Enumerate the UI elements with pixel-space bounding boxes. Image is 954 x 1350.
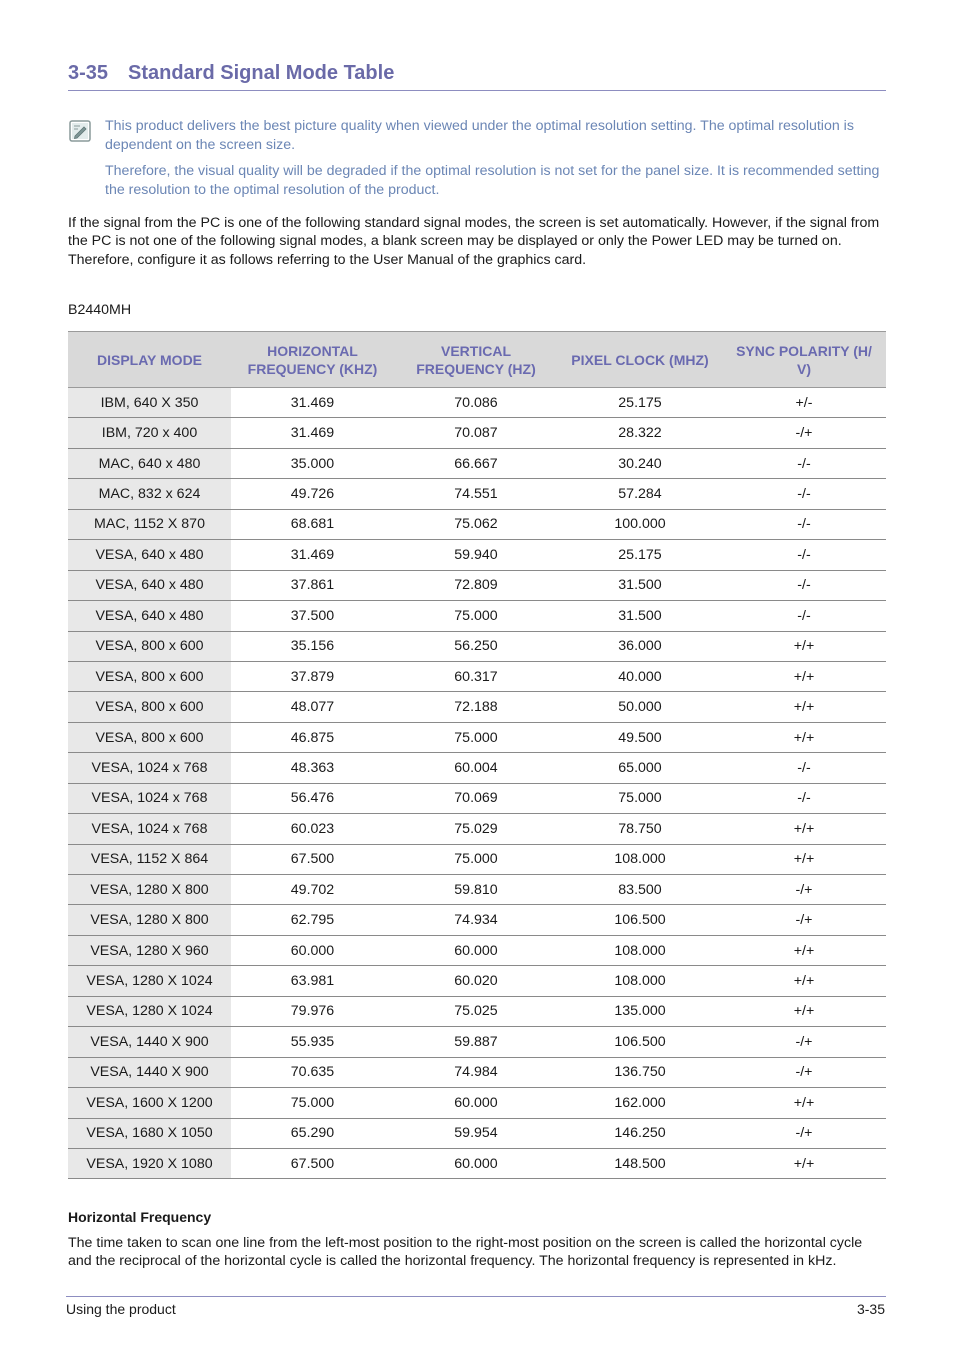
table-row xyxy=(68,388,886,418)
cell-display-mode: IBM, 720 x 400 xyxy=(68,418,231,448)
cell-display-mode: VESA, 800 x 600 xyxy=(68,631,231,661)
header-vertical-frequency: VERTICAL FREQUENCY (HZ) xyxy=(394,332,558,388)
cell-pixel-clock: 65.000 xyxy=(558,753,722,783)
header-pixel-clock: PIXEL CLOCK (MHZ) xyxy=(558,332,722,388)
cell-horizontal-frequency: 65.290 xyxy=(231,1118,394,1148)
cell-pixel-clock: 106.500 xyxy=(558,1027,722,1057)
cell-display-mode: VESA, 800 x 600 xyxy=(68,661,231,691)
header-display-mode: DISPLAY MODE xyxy=(68,332,231,388)
footer-chapter: Using the product xyxy=(66,1301,176,1317)
cell-pixel-clock: 31.500 xyxy=(558,570,722,600)
cell-pixel-clock: 162.000 xyxy=(558,1088,722,1118)
table-header-row xyxy=(68,332,886,388)
cell-horizontal-frequency: 35.156 xyxy=(231,631,394,661)
cell-vertical-frequency: 74.551 xyxy=(394,479,558,509)
note-paragraph: This product delivers the best picture quality when viewed under the optimal resolution setting. The optimal resolution is dependent on the screen size. xyxy=(105,118,854,153)
cell-vertical-frequency: 59.954 xyxy=(394,1118,558,1148)
cell-display-mode: VESA, 640 x 480 xyxy=(68,540,231,570)
cell-horizontal-frequency: 46.875 xyxy=(231,722,394,752)
cell-pixel-clock: 108.000 xyxy=(558,935,722,965)
table-row xyxy=(68,570,886,600)
cell-pixel-clock: 30.240 xyxy=(558,448,722,478)
cell-vertical-frequency: 70.087 xyxy=(394,418,558,448)
cell-pixel-clock: 100.000 xyxy=(558,509,722,539)
cell-display-mode: VESA, 800 x 600 xyxy=(68,722,231,752)
table-row xyxy=(68,905,886,935)
table-body xyxy=(68,388,886,1179)
table-row xyxy=(68,692,886,722)
cell-pixel-clock: 25.175 xyxy=(558,388,722,418)
cell-pixel-clock: 28.322 xyxy=(558,418,722,448)
table-row xyxy=(68,966,886,996)
cell-vertical-frequency: 70.069 xyxy=(394,783,558,813)
cell-horizontal-frequency: 60.000 xyxy=(231,935,394,965)
cell-pixel-clock: 36.000 xyxy=(558,631,722,661)
cell-sync-polarity: -/+ xyxy=(722,1057,886,1087)
table-row xyxy=(68,935,886,965)
cell-pixel-clock: 108.000 xyxy=(558,844,722,874)
cell-vertical-frequency: 66.667 xyxy=(394,448,558,478)
cell-sync-polarity: -/+ xyxy=(722,1118,886,1148)
cell-vertical-frequency: 75.062 xyxy=(394,509,558,539)
table-row xyxy=(68,448,886,478)
cell-display-mode: MAC, 640 x 480 xyxy=(68,448,231,478)
table-row xyxy=(68,783,886,813)
table-row xyxy=(68,722,886,752)
subsection-title: Horizontal Frequency xyxy=(68,1209,212,1225)
cell-vertical-frequency: 60.000 xyxy=(394,1088,558,1118)
intro-paragraph: If the signal from the PC is one of the following standard signal modes, the screen is set automatically. However, if the signal from the PC is not one of the following signal modes, a blank screen may be displayed or only the Power LED may be turned on. Therefore, configure it as follows referring to the User Manual of the graphics card. xyxy=(68,215,880,268)
cell-display-mode: VESA, 1680 X 1050 xyxy=(68,1118,231,1148)
cell-sync-polarity: +/+ xyxy=(722,996,886,1026)
page-number: 3-35 xyxy=(856,1301,885,1317)
cell-sync-polarity: -/+ xyxy=(722,418,886,448)
cell-display-mode: VESA, 1920 X 1080 xyxy=(68,1148,231,1178)
cell-sync-polarity: +/+ xyxy=(722,631,886,661)
cell-vertical-frequency: 75.000 xyxy=(394,722,558,752)
cell-display-mode: MAC, 1152 X 870 xyxy=(68,509,231,539)
cell-pixel-clock: 83.500 xyxy=(558,875,722,905)
cell-display-mode: VESA, 1024 x 768 xyxy=(68,814,231,844)
cell-pixel-clock: 136.750 xyxy=(558,1057,722,1087)
cell-display-mode: VESA, 1280 X 800 xyxy=(68,875,231,905)
subsection-body: The time taken to scan one line from the left-most position to the right-most position on the screen is called the horizontal cycle and the reciprocal of the horizontal cycle is called the horizontal frequency. The horizontal frequency is represented in kHz. xyxy=(68,1235,863,1269)
cell-vertical-frequency: 59.810 xyxy=(394,875,558,905)
cell-horizontal-frequency: 60.023 xyxy=(231,814,394,844)
cell-display-mode: VESA, 1600 X 1200 xyxy=(68,1088,231,1118)
cell-horizontal-frequency: 79.976 xyxy=(231,996,394,1026)
table-row xyxy=(68,1057,886,1087)
cell-sync-polarity: -/- xyxy=(722,509,886,539)
table-row xyxy=(68,1148,886,1178)
table-row xyxy=(68,814,886,844)
cell-vertical-frequency: 75.029 xyxy=(394,814,558,844)
cell-vertical-frequency: 75.000 xyxy=(394,844,558,874)
cell-pixel-clock: 148.500 xyxy=(558,1148,722,1178)
cell-sync-polarity: +/+ xyxy=(722,935,886,965)
cell-vertical-frequency: 70.086 xyxy=(394,388,558,418)
cell-vertical-frequency: 72.809 xyxy=(394,570,558,600)
header-sync-polarity: SYNC POLARITY (H/ V) xyxy=(722,332,886,388)
cell-horizontal-frequency: 37.500 xyxy=(231,601,394,631)
cell-sync-polarity: -/+ xyxy=(722,1027,886,1057)
cell-pixel-clock: 49.500 xyxy=(558,722,722,752)
cell-pixel-clock: 31.500 xyxy=(558,601,722,631)
cell-sync-polarity: +/+ xyxy=(722,1148,886,1178)
cell-horizontal-frequency: 37.861 xyxy=(231,570,394,600)
cell-sync-polarity: +/+ xyxy=(722,692,886,722)
table-row xyxy=(68,1027,886,1057)
cell-horizontal-frequency: 55.935 xyxy=(231,1027,394,1057)
cell-display-mode: VESA, 1024 x 768 xyxy=(68,753,231,783)
section-number: 3-35 xyxy=(68,62,109,84)
cell-horizontal-frequency: 48.077 xyxy=(231,692,394,722)
cell-display-mode: VESA, 1280 X 1024 xyxy=(68,966,231,996)
cell-vertical-frequency: 75.000 xyxy=(394,601,558,631)
table-row xyxy=(68,844,886,874)
cell-pixel-clock: 57.284 xyxy=(558,479,722,509)
cell-vertical-frequency: 74.984 xyxy=(394,1057,558,1087)
cell-vertical-frequency: 74.934 xyxy=(394,905,558,935)
cell-pixel-clock: 78.750 xyxy=(558,814,722,844)
footer-divider xyxy=(66,1296,886,1297)
cell-sync-polarity: -/- xyxy=(722,540,886,570)
note-paragraph: Therefore, the visual quality will be degraded if the optimal resolution is not set for the panel size. It is recommended setting the resolution to the optimal resolution of the product. xyxy=(105,163,880,198)
table-row xyxy=(68,509,886,539)
section-title: Standard Signal Mode Table xyxy=(128,62,395,84)
cell-sync-polarity: +/+ xyxy=(722,966,886,996)
cell-horizontal-frequency: 75.000 xyxy=(231,1088,394,1118)
cell-pixel-clock: 108.000 xyxy=(558,966,722,996)
cell-vertical-frequency: 60.000 xyxy=(394,1148,558,1178)
cell-vertical-frequency: 60.000 xyxy=(394,935,558,965)
cell-pixel-clock: 135.000 xyxy=(558,996,722,1026)
cell-sync-polarity: -/+ xyxy=(722,875,886,905)
cell-sync-polarity: -/- xyxy=(722,479,886,509)
cell-vertical-frequency: 56.250 xyxy=(394,631,558,661)
cell-display-mode: VESA, 1152 X 864 xyxy=(68,844,231,874)
cell-display-mode: IBM, 640 X 350 xyxy=(68,388,231,418)
cell-horizontal-frequency: 67.500 xyxy=(231,844,394,874)
cell-horizontal-frequency: 37.879 xyxy=(231,661,394,691)
cell-horizontal-frequency: 70.635 xyxy=(231,1057,394,1087)
table-row xyxy=(68,540,886,570)
table-row xyxy=(68,418,886,448)
cell-vertical-frequency: 59.940 xyxy=(394,540,558,570)
cell-horizontal-frequency: 63.981 xyxy=(231,966,394,996)
table-row xyxy=(68,601,886,631)
cell-sync-polarity: -/- xyxy=(722,448,886,478)
cell-horizontal-frequency: 31.469 xyxy=(231,418,394,448)
cell-pixel-clock: 106.500 xyxy=(558,905,722,935)
cell-sync-polarity: +/+ xyxy=(722,1088,886,1118)
cell-pixel-clock: 25.175 xyxy=(558,540,722,570)
cell-horizontal-frequency: 48.363 xyxy=(231,753,394,783)
cell-sync-polarity: +/+ xyxy=(722,844,886,874)
table-row xyxy=(68,631,886,661)
cell-sync-polarity: +/+ xyxy=(722,722,886,752)
cell-sync-polarity: +/- xyxy=(722,388,886,418)
cell-horizontal-frequency: 67.500 xyxy=(231,1148,394,1178)
table-row xyxy=(68,996,886,1026)
cell-display-mode: VESA, 1440 X 900 xyxy=(68,1027,231,1057)
cell-sync-polarity: -/- xyxy=(722,753,886,783)
table-row xyxy=(68,479,886,509)
table-row xyxy=(68,875,886,905)
cell-display-mode: VESA, 1280 X 800 xyxy=(68,905,231,935)
signal-mode-table xyxy=(68,331,886,1179)
cell-sync-polarity: -/- xyxy=(722,783,886,813)
note-pencil-icon xyxy=(69,120,91,142)
cell-horizontal-frequency: 31.469 xyxy=(231,388,394,418)
cell-sync-polarity: -/- xyxy=(722,570,886,600)
cell-display-mode: VESA, 640 x 480 xyxy=(68,570,231,600)
cell-vertical-frequency: 75.025 xyxy=(394,996,558,1026)
cell-vertical-frequency: 60.317 xyxy=(394,661,558,691)
header-horizontal-frequency: HORIZONTAL FREQUENCY (KHZ) xyxy=(231,332,394,388)
cell-vertical-frequency: 60.004 xyxy=(394,753,558,783)
cell-pixel-clock: 40.000 xyxy=(558,661,722,691)
cell-display-mode: VESA, 1280 X 1024 xyxy=(68,996,231,1026)
cell-pixel-clock: 75.000 xyxy=(558,783,722,813)
table-row xyxy=(68,1118,886,1148)
cell-horizontal-frequency: 49.726 xyxy=(231,479,394,509)
cell-horizontal-frequency: 31.469 xyxy=(231,540,394,570)
table-row xyxy=(68,661,886,691)
page-title xyxy=(68,62,886,91)
cell-display-mode: VESA, 1440 X 900 xyxy=(68,1057,231,1087)
cell-sync-polarity: -/- xyxy=(722,601,886,631)
cell-sync-polarity: +/+ xyxy=(722,661,886,691)
cell-horizontal-frequency: 68.681 xyxy=(231,509,394,539)
cell-vertical-frequency: 59.887 xyxy=(394,1027,558,1057)
table-row xyxy=(68,753,886,783)
cell-horizontal-frequency: 49.702 xyxy=(231,875,394,905)
cell-sync-polarity: -/+ xyxy=(722,905,886,935)
cell-pixel-clock: 50.000 xyxy=(558,692,722,722)
model-label: B2440MH xyxy=(68,302,132,318)
cell-display-mode: MAC, 832 x 624 xyxy=(68,479,231,509)
table-row xyxy=(68,1088,886,1118)
cell-display-mode: VESA, 800 x 600 xyxy=(68,692,231,722)
cell-display-mode: VESA, 640 x 480 xyxy=(68,601,231,631)
cell-display-mode: VESA, 1024 x 768 xyxy=(68,783,231,813)
cell-vertical-frequency: 60.020 xyxy=(394,966,558,996)
cell-sync-polarity: +/+ xyxy=(722,814,886,844)
cell-vertical-frequency: 72.188 xyxy=(394,692,558,722)
cell-display-mode: VESA, 1280 X 960 xyxy=(68,935,231,965)
cell-pixel-clock: 146.250 xyxy=(558,1118,722,1148)
cell-horizontal-frequency: 62.795 xyxy=(231,905,394,935)
cell-horizontal-frequency: 56.476 xyxy=(231,783,394,813)
cell-horizontal-frequency: 35.000 xyxy=(231,448,394,478)
